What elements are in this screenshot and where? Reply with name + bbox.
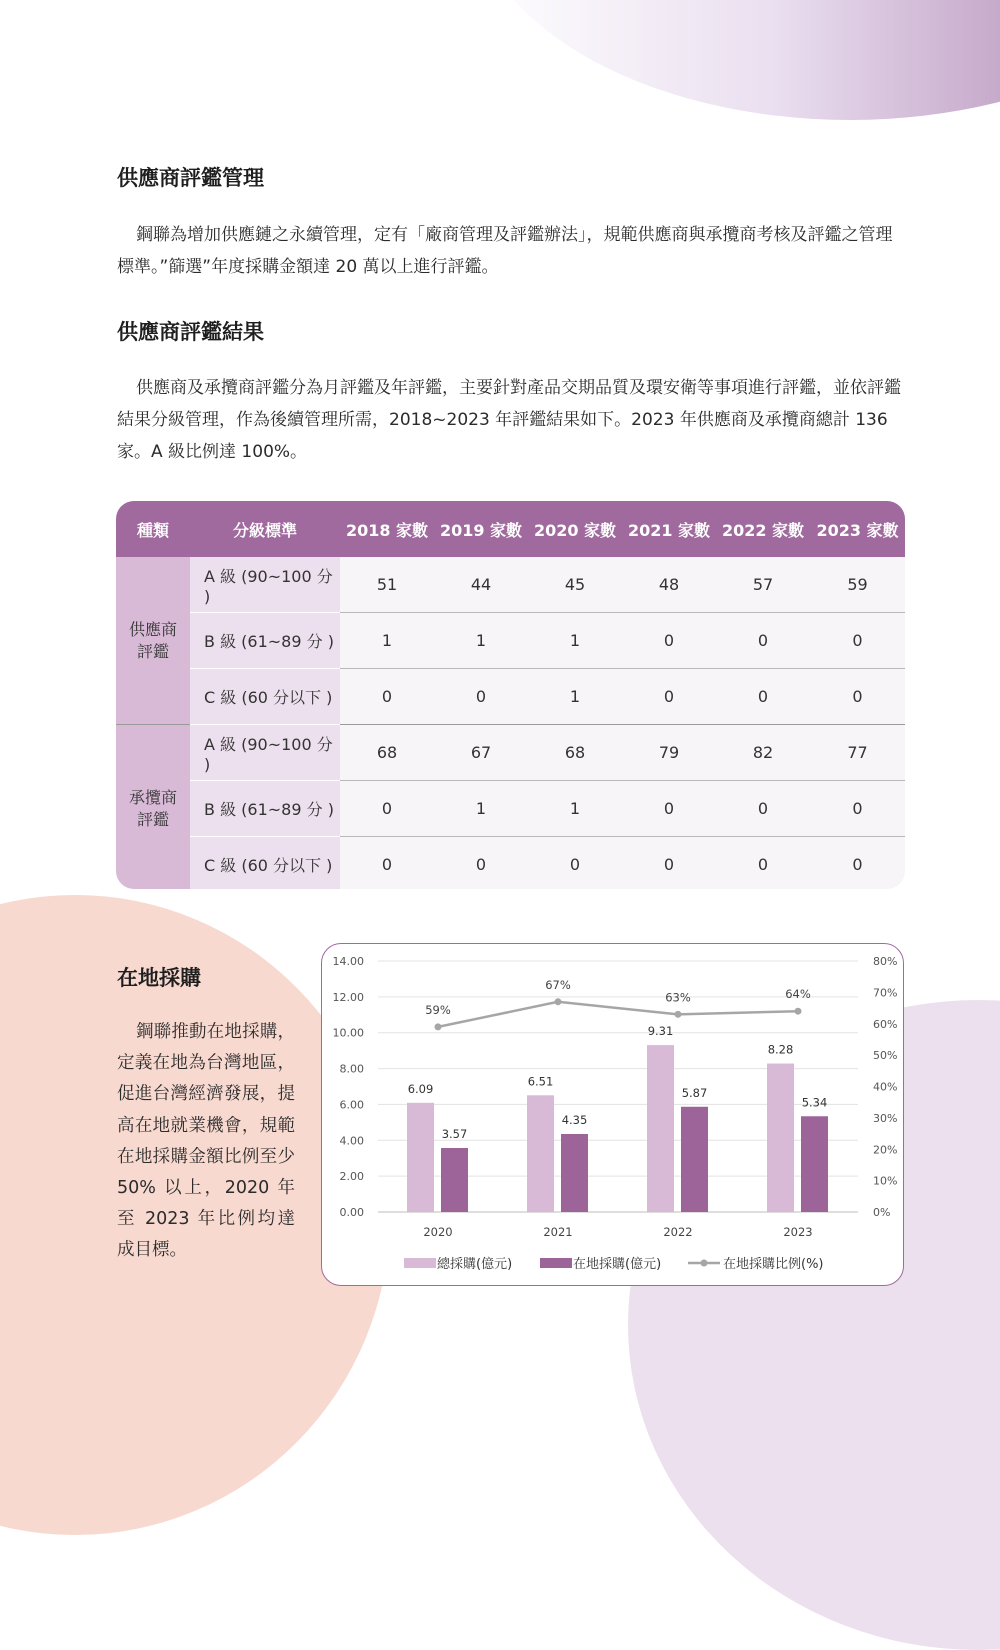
table-cell: 79	[622, 725, 716, 781]
right-axis-tick-label: 30%	[873, 1111, 898, 1125]
evaluation-results-table	[116, 501, 905, 889]
category-contractor-evaluation	[116, 725, 190, 890]
category-label: 承攬商	[128, 787, 177, 807]
table-row	[116, 613, 905, 669]
table-cell: 48	[622, 557, 716, 613]
table-row	[116, 837, 905, 890]
ratio-data-label: 64%	[785, 987, 811, 1002]
ratio-point	[555, 998, 562, 1005]
section-title-supplier-management: 供應商評鑑管理	[117, 166, 264, 190]
grade-standard-cell: B 級 (61~89 分 )	[190, 781, 340, 837]
header-2023: 2023 家數	[810, 501, 905, 557]
table-cell: 45	[528, 557, 622, 613]
table-cell: 0	[757, 855, 769, 874]
left-axis-tick-label: 6.00	[339, 1098, 364, 1112]
table-cell: 0	[852, 855, 863, 874]
left-axis-tick-label: 0.00	[339, 1206, 364, 1219]
table-cell: 0	[622, 669, 716, 725]
category-label: 供應商	[128, 619, 177, 639]
table-cell: 0	[381, 855, 393, 874]
total-procurement-bar	[407, 1103, 434, 1212]
right-axis-tick-label: 80%	[873, 955, 898, 968]
left-axis-tick-label: 4.00	[339, 1134, 364, 1148]
x-axis-category-label: 2022	[663, 1225, 693, 1239]
total-bar-data-label: 8.28	[767, 1042, 794, 1057]
section-title-evaluation-results: 供應商評鑑結果	[117, 320, 264, 344]
right-axis-tick-label: 50%	[873, 1049, 898, 1063]
left-axis-tick-label: 2.00	[339, 1170, 364, 1184]
decorative-top-gradient-shape	[470, 0, 1000, 120]
local-bar-data-label: 3.57	[441, 1126, 468, 1141]
local-procurement-bar	[801, 1116, 828, 1212]
evaluation-results-paragraph: 供應商及承攬商評鑑分為月評鑑及年評鑑，主要針對產品交期品質及環安衛等事項進行評鑑，並依評鑑結果分級管理，作為後續管理所需，2018~2023 年評鑑結果如下。2023 年供應商及承攬商總計 136 家。A 級比例達 100%。	[117, 378, 901, 462]
table-cell: 1	[528, 669, 622, 725]
category-label: 評鑑	[136, 809, 169, 829]
category-label: 評鑑	[136, 641, 169, 661]
header-category: 種類	[116, 501, 190, 557]
table-cell: 68	[528, 725, 622, 781]
table-cell: 0	[716, 669, 810, 725]
category-supplier-evaluation	[116, 557, 190, 725]
supplier-management-paragraph: 鋼聯為增加供應鏈之永續管理，定有「廠商管理及評鑑辦法」，規範供應商與承攬商考核及評鑑之管理標準。”篩選”年度採購金額達 20 萬以上進行評鑑。	[117, 225, 893, 277]
grade-standard-cell: A 級 (90~100 分 )	[190, 725, 340, 781]
local-procurement-chart	[321, 943, 904, 1286]
table-cell: 1	[434, 613, 528, 669]
right-axis-tick-label: 70%	[873, 986, 898, 1000]
x-axis-category-label: 2020	[423, 1225, 453, 1239]
total-bar-data-label: 6.51	[527, 1074, 554, 1089]
table-cell: 1	[434, 781, 528, 837]
table-cell: 1	[528, 613, 622, 669]
table-cell: 0	[716, 781, 810, 837]
section-title-local-procurement: 在地採購	[117, 966, 201, 990]
legend-local-swatch	[540, 1258, 572, 1268]
total-bar-data-label: 6.09	[407, 1081, 434, 1096]
header-2020: 2020 家數	[528, 501, 622, 557]
table-cell: 0	[340, 781, 434, 837]
right-axis-tick-label: 20%	[873, 1143, 898, 1157]
legend-local-label: 在地採購(億元)	[573, 1257, 662, 1272]
right-axis-tick-label: 40%	[873, 1080, 898, 1094]
local-bar-data-label: 4.35	[561, 1113, 588, 1128]
grade-standard-cell: C 級 (60 分以下 )	[190, 669, 340, 725]
legend-total-swatch	[404, 1258, 436, 1268]
local-procurement-bar	[561, 1134, 588, 1212]
local-bar-data-label: 5.34	[801, 1095, 828, 1110]
grade-standard-cell: B 級 (61~89 分 )	[190, 613, 340, 669]
table-cell: 0	[622, 781, 716, 837]
local-procurement-paragraph: 鋼聯推動在地採購，定義在地為台灣地區，促進台灣經濟發展，提高在地就業機會，規範在地採購金額比例至少 50% 以上，2020 年 至 2023 年比例均達成目標。	[117, 1022, 295, 1261]
ratio-data-label: 67%	[545, 977, 571, 992]
table-cell: 0	[810, 669, 905, 725]
grade-standard-cell: C 級 (60 分以下 )	[190, 837, 340, 890]
x-axis-category-label: 2021	[543, 1225, 573, 1239]
local-procurement-bar	[441, 1148, 468, 1212]
header-2019: 2019 家數	[434, 501, 528, 557]
x-axis-category-label: 2023	[783, 1225, 813, 1239]
table-row	[116, 557, 905, 613]
legend-total-label: 總採購(億元)	[437, 1257, 513, 1272]
ratio-point	[675, 1011, 682, 1018]
table-cell: 59	[810, 557, 905, 613]
table-cell: 67	[434, 725, 528, 781]
table-cell: 0	[340, 669, 434, 725]
table-cell: 1	[340, 613, 434, 669]
legend-ratio-label: 在地採購比例(%)	[723, 1257, 824, 1272]
table-cell: 51	[340, 557, 434, 613]
table-row	[116, 725, 905, 781]
table-cell: 1	[528, 781, 622, 837]
left-axis-tick-label: 14.00	[332, 955, 364, 968]
total-procurement-bar	[647, 1045, 674, 1212]
ratio-line	[438, 1002, 798, 1027]
ratio-data-label: 63%	[665, 990, 691, 1005]
table-cell: 77	[810, 725, 905, 781]
table-header-row	[116, 501, 905, 557]
header-2018: 2018 家數	[340, 501, 434, 557]
chart-svg	[322, 944, 902, 1284]
table-cell: 0	[622, 613, 716, 669]
total-procurement-bar	[527, 1095, 554, 1212]
header-grade-standard: 分級標準	[190, 501, 340, 557]
table-cell: 82	[716, 725, 810, 781]
legend-ratio-marker	[701, 1260, 708, 1267]
table-cell: 57	[716, 557, 810, 613]
table-row	[116, 781, 905, 837]
local-bar-data-label: 5.87	[681, 1085, 708, 1100]
right-axis-tick-label: 60%	[873, 1017, 898, 1031]
grade-standard-cell: A 級 (90~100 分 )	[190, 557, 340, 613]
table-cell: 0	[475, 855, 487, 874]
table-cell: 68	[340, 725, 434, 781]
table-cell: 0	[716, 613, 810, 669]
table-cell: 0	[810, 613, 905, 669]
right-axis-tick-label: 10%	[873, 1174, 898, 1188]
ratio-point	[435, 1023, 442, 1030]
header-2022: 2022 家數	[716, 501, 810, 557]
left-axis-tick-label: 12.00	[332, 990, 364, 1004]
table-cell: 0	[434, 669, 528, 725]
table-cell: 44	[434, 557, 528, 613]
table-cell: 0	[569, 855, 581, 874]
ratio-data-label: 59%	[425, 1002, 451, 1017]
table-cell: 0	[663, 855, 675, 874]
total-bar-data-label: 9.31	[647, 1024, 674, 1039]
left-axis-tick-label: 10.00	[332, 1026, 364, 1040]
right-axis-tick-label: 0%	[873, 1206, 891, 1219]
table-row	[116, 669, 905, 725]
local-procurement-bar	[681, 1107, 708, 1212]
total-procurement-bar	[767, 1064, 794, 1212]
table-cell: 0	[810, 781, 905, 837]
left-axis-tick-label: 8.00	[339, 1062, 364, 1076]
header-2021: 2021 家數	[622, 501, 716, 557]
ratio-point	[795, 1008, 802, 1015]
